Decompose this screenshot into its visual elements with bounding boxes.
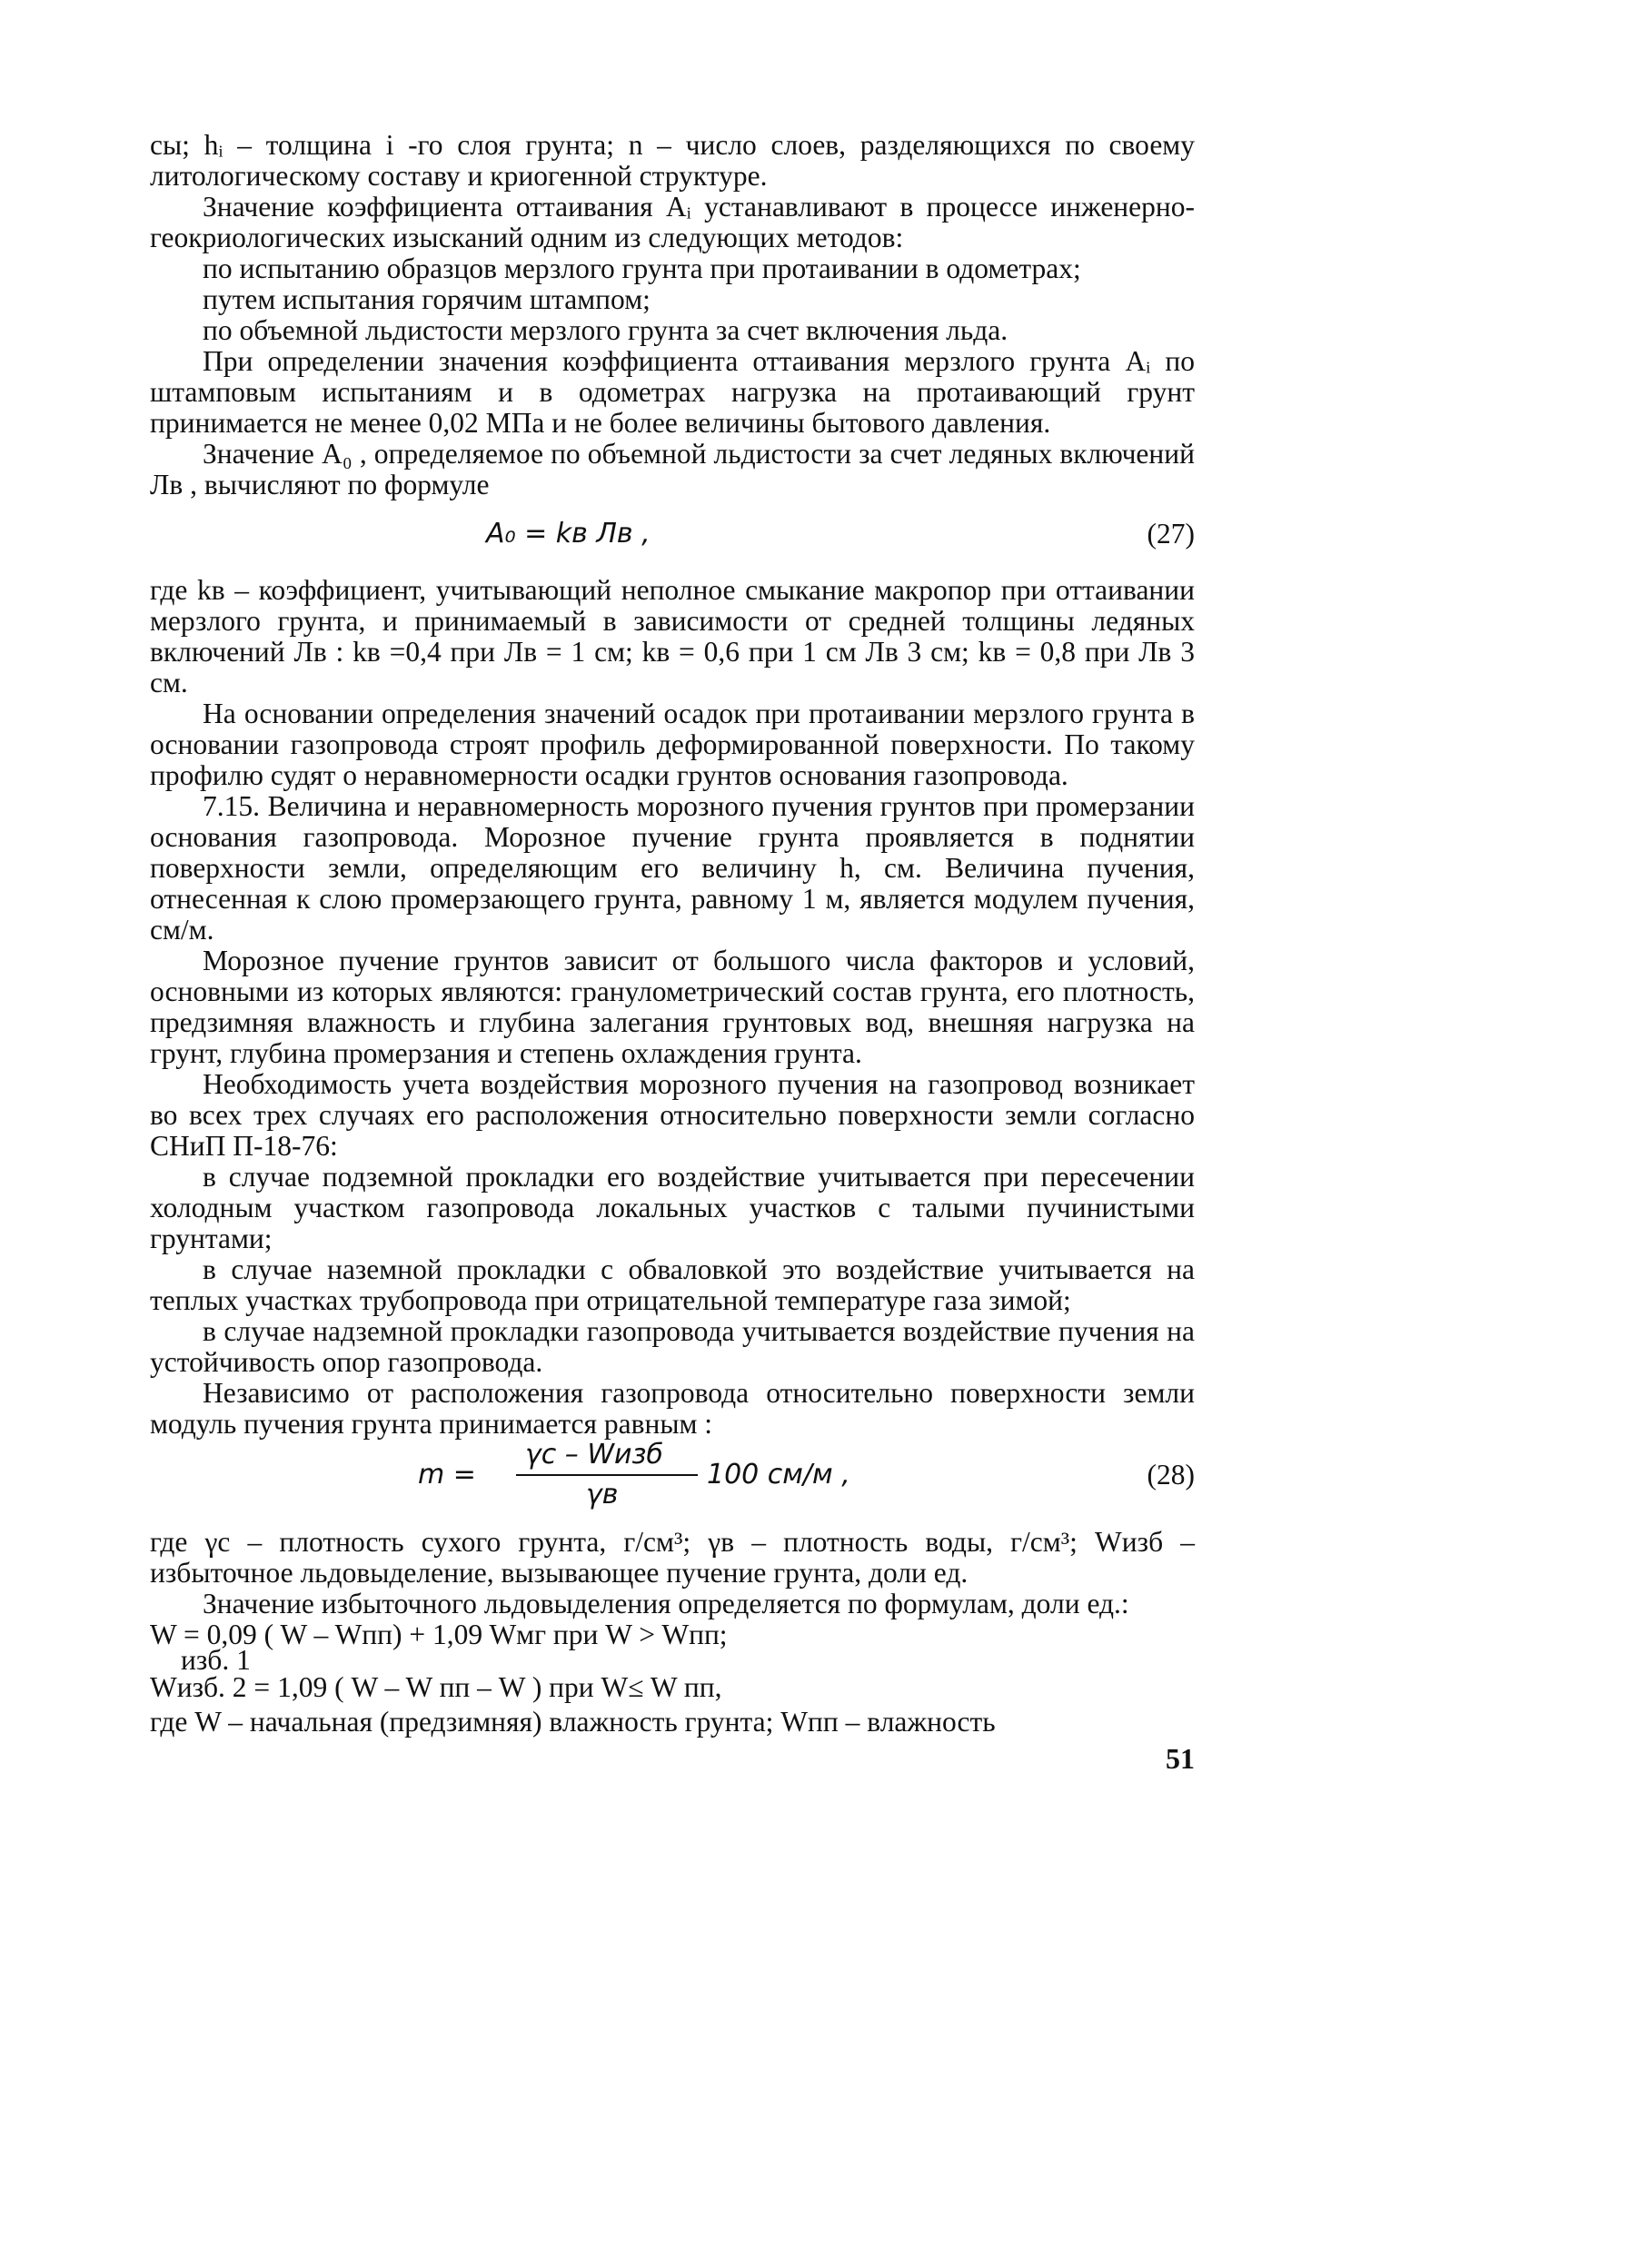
list-item: в случае надземной прокладки газопровода учитывается воздействие пучения на устойчивость опор газопровода. [150,1315,1195,1378]
formula-number: (27) [1147,518,1195,550]
formula-w2 [150,1672,1195,1707]
document-page [150,130,1195,1788]
paragraph: Независимо от расположения газопровода относительно поверхности земли модуль пучения грунта принимается равным : [150,1377,1195,1440]
formula-w1-text: W = 0,09 ( W – Wпп) + 1,09 Wмг при W > Wпп; [150,1619,728,1650]
paragraph: Значение A₀ , определяемое по объемной льдистости за счет ледяных включений Лв , вычисляют по формуле [150,438,1195,500]
paragraph: При определении значения коэффициента оттаивания мерзлого грунта Aᵢ по штамповым испытаниям и в одометрах нагрузка на протаивающий грунт принимается не менее 0,02 МПа и не более величины бытового давления. [150,345,1195,439]
formula-w1-subscript [150,1644,1195,1676]
footer [150,1743,1195,1788]
list-item: в случае подземной прокладки его воздействие учитывается при пересечении холодным участком газопровода локальных участков с талыми пучинистыми грунтами; [150,1161,1195,1254]
formula-28 [150,1440,1195,1523]
list-item: по объемной льдистости мерзлого грунта за счет включения льда. [203,314,1008,346]
section-paragraph: 7.15. Величина и неравномерность морозного пучения грунтов при промерзании основания газопровода. Морозное пучение грунта проявляется в поднятии поверхности земли, определяющим его величину h, см. Величина пучения, отнесенная к слою промерзающего грунта, равному 1 м, является модулем пучения, см/м. [150,790,1195,946]
list-item: в случае наземной прокладки с обваловкой это воздействие учитывается на теплых участках трубопровода при отрицательной температуре газа зимой; [150,1253,1195,1316]
formula-number: (28) [1147,1459,1195,1491]
paragraph: Значение коэффициента оттаивания Aᵢ устанавливают в процессе инженерно-геокриологических изысканий одним из следующих методов: [150,191,1195,253]
paragraph: Необходимость учета воздействия морозного пучения на газопровод возникает во всех трех случаях его расположения относительно поверхности земли согласно СНиП П-18-76: [150,1068,1195,1162]
paragraph: где W – начальная (предзимняя) влажность грунта; Wпп – влажность [150,1706,996,1738]
formula-denominator: γв [586,1479,619,1510]
paragraph: где kв – коэффициент, учитывающий неполное смыкание макропор при оттаивании мерзлого грунта, и принимаемый в зависимости от средней толщины ледяных включений Лв : kв =0,4 при Лв = 1 см; kв = 0,6 при 1 см Лв 3 см; kв = 0,8 при Лв 3 см. [150,574,1195,698]
list-item: по испытанию образцов мерзлого грунта при протаивании в одометрах; [203,253,1081,284]
paragraph: где γc – плотность сухого грунта, г/см³; γв – плотность воды, г/см³; Wизб – избыточное льдовыделение, вызывающее пучение грунта, доли ед. [150,1526,1195,1589]
formula-lhs: m = [418,1459,476,1491]
formula-w2-text: Wизб. 2 = 1,09 ( W – W пп – W ) при W≤ W пп, [150,1671,722,1703]
paragraph: На основании определения значений осадок при протаивании мерзлого грунта в основании газопровода строят профиль деформированной поверхности. По такому профилю судят о неравномерности осадки грунтов основания газопровода. [150,698,1195,791]
list-item: путем испытания горячим штампом; [203,283,651,315]
paragraph: Значение избыточного льдовыделения определяется по формулам, доли ед.: [203,1588,1129,1619]
formula-expression: A₀ = kв Лв , [486,518,651,550]
formula-tail: 100 см/м , [707,1459,850,1491]
formula-w1-sub-text: изб. 1 [181,1644,251,1676]
page-number: 51 [1166,1742,1195,1775]
paragraph: сы; hᵢ – толщина i -го слоя грунта; n – число слоев, разделяющихся по своему литологическому составу и криогенной структуре. [150,129,1195,192]
formula-27 [150,508,1195,566]
formula-numerator: γc – Wизб [525,1439,663,1471]
fraction-bar [516,1474,698,1476]
paragraph: Морозное пучение грунтов зависит от большого числа факторов и условий, основными из которых являются: гранулометрический состав грунта, его плотность, предзимняя влажность и глубина залегания грунтовых вод, внешняя нагрузка на грунт, глубина промерзания и степень охлаждения грунта. [150,945,1195,1069]
